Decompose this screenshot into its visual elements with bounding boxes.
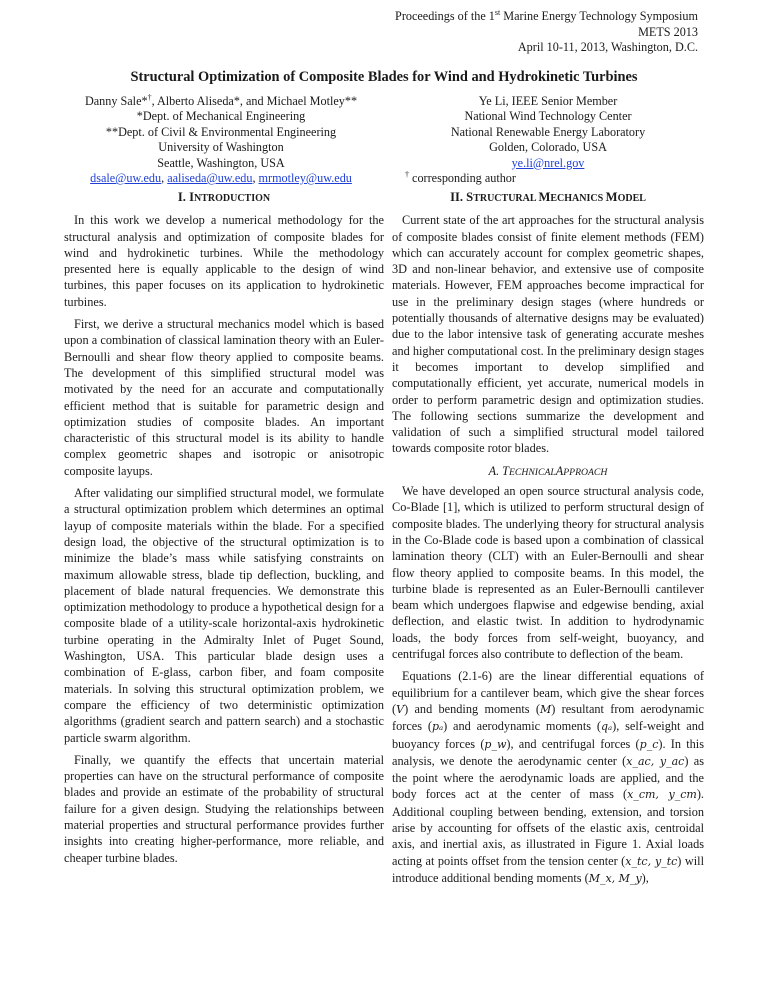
author-names: Danny Sale*†, Alberto Aliseda*, and Michael Motley**: [84, 92, 358, 108]
proceedings-line: Proceedings of the 1st Marine Energy Technology Symposium: [395, 7, 698, 23]
symposium-code: METS 2013: [638, 24, 698, 39]
subsection-heading-technical-approach: A. TECHNICALAPPROACH: [488, 463, 608, 478]
intro-paragraph-3: After validating our simplified structural model, we formulate a structural optimization problem which determines an optimal layup of composite materials within the blade. For a specified design load, the objective of the structural optimization is to minimize the blade’s mass while satisfying constraints on maximum allowable stress, blade tip deflection, buckling, and placement of blade natural frequencies. We demonstrate this optimization methodology to produce a hypothetical design for a composite blade of a utility-scale horizontal-axis hydrokinetic turbine operating in the Admiralty Inlet of Puget Sound, Washington, USA. This particular blade design uses a combination of E-glass, carbon fiber, and foam composite materials. In solving this structural optimization problem, we compare the efficiency of two deterministic optimization algorithms (gradient search and pattern search) and a stochastic particle swarm algorithm.: [64, 486, 384, 745]
authors-left-block: [60, 94, 382, 186]
affiliation-lab: National Renewable Energy Laboratory: [450, 124, 646, 139]
symposium-date: April 10-11, 2013, Washington, D.C.: [517, 40, 698, 54]
corresponding-author-note: † corresponding author: [405, 169, 516, 186]
section-heading-structural-mechanics: II. STRUCTURAL MECHANICS MODEL: [450, 190, 646, 204]
email-link-aaliseda[interactable]: aaliseda@uw.edu: [167, 171, 253, 186]
affiliation-center: National Wind Technology Center: [464, 109, 632, 124]
proceedings-header: [395, 9, 698, 56]
intro-paragraph-2: First, we derive a structural mechanics model which is based upon a combination of classical lamination theory with an Euler-Bernoulli and shear flow theory applied to composite beams. The development of this simplified structural model was motivated by the need for an accurate and computationally efficient method that is suitable for parametric design and optimization studies of composite blades. An important characteristic of this structural model is its ability to handle complex geometric shapes and isotropic or anisotropic composite layups.: [64, 317, 384, 478]
right-column: [392, 189, 704, 893]
author-name-li: Ye Li, IEEE Senior Member: [478, 94, 618, 108]
section-heading-introduction: I. INTRODUCTION: [177, 190, 271, 204]
affiliation-city: Seattle, Washington, USA: [157, 155, 285, 170]
affiliation-dept2: **Dept. of Civil & Environmental Engineering: [105, 124, 337, 139]
affiliation-dept1: *Dept. of Mechanical Engineering: [136, 109, 306, 124]
email-link-mrmotley[interactable]: mrmotley@uw.edu: [258, 171, 352, 186]
paper-title: Structural Optimization of Composite Blades for Wind and Hydrokinetic Turbines: [130, 69, 638, 85]
structural-paragraph-1: Current state of the art approaches for the structural analysis of composite blades consist of finite element methods (FEM) which can accurately account for complex geometric shapes, 3D and non-linear behavior, and extensive use of composite materials. However, FEM approaches become impractical for use in the preliminary design stages (where hundreds or potentially thousands of alternative designs may be evaluated) due to the labor intensive task of generating accurate meshes and higher computational cost. In the preliminary design stages it becomes important to develop simplified and computationally efficient, yet accurate, numerical models in order to perform parametric design and optimization studies. The following sections summarize the development and validation of such a simplified structural model tailored towards composite rotor blades.: [392, 213, 704, 456]
technical-paragraph-1: We have developed an open source structural analysis code, Co-Blade [1], which is utilized to perform structural design of composite blades. The underlying theory for structural analysis in the Co-Blade code is based upon a combination of classical lamination theory (CLT) with an Euler-Bernoulli and shear flow theory applied to composite beams. In this model, the turbine blade is represented as an Euler-Bernoulli cantilever beam which undergoes flapwise and edgewise bending, axial deflection, and elastic twist. In addition to hydrodynamic loads, the body forces from self-weight, buoyancy, and centrifugal forces also contribute to deflection of the beam.: [392, 484, 704, 662]
technical-paragraph-2: Equations (2.1-6) are the linear differential equations of equilibrium for a cantilever beam, which give the shear forces (V) and bending moments (M) resultant from aerodynamic forces (pₐ) and aerodynamic moments (qₐ), self-weight and buoyancy forces (p_w), and centrifugal forces (p_c). In this analysis, we denote the aerodynamic center (x_ac, y_ac) as the point where the aerodynamic loads are applied, and the body forces act at the center of mass (x_cm, y_cm). Additional coupling between bending, extension, and torsion arise by accounting for offsets of the elastic axis, centroidal axis, and inertial axis, as illustrated in Figure 1. Axial loads acting at points offset from the tension center (x_tc, y_tc) will introduce additional bending moments (M_x, M_y),: [392, 669, 705, 885]
email-link-yeli[interactable]: ye.li@nrel.gov: [511, 155, 585, 170]
affiliation-city-right: Golden, Colorado, USA: [489, 140, 607, 155]
email-link-dsale[interactable]: dsale@uw.edu: [90, 171, 162, 186]
authors-right-block: [392, 94, 704, 186]
affiliation-university: University of Washington: [158, 140, 284, 155]
intro-paragraph-1: In this work we develop a numerical methodology for the structural analysis and optimization of composite blades for wind and hydrokinetic turbines. While the methodology presented here is equally applicable to the design of wind turbines, this paper focuses on its application to hydrokinetic turbines.: [64, 213, 384, 309]
intro-paragraph-4: Finally, we quantify the effects that uncertain material properties can have on the structural performance of composite blades and provide an estimate of the probability of structural failure for a given design. Studying the relationships between material properties and structural performance provides further insights into creating higher-performance, more reliable, and cheaper turbine blades.: [64, 752, 384, 865]
author-emails: dsale@uw.edu, aaliseda@uw.edu, mrmotley@uw.edu: [90, 171, 352, 186]
left-column: [64, 189, 384, 872]
